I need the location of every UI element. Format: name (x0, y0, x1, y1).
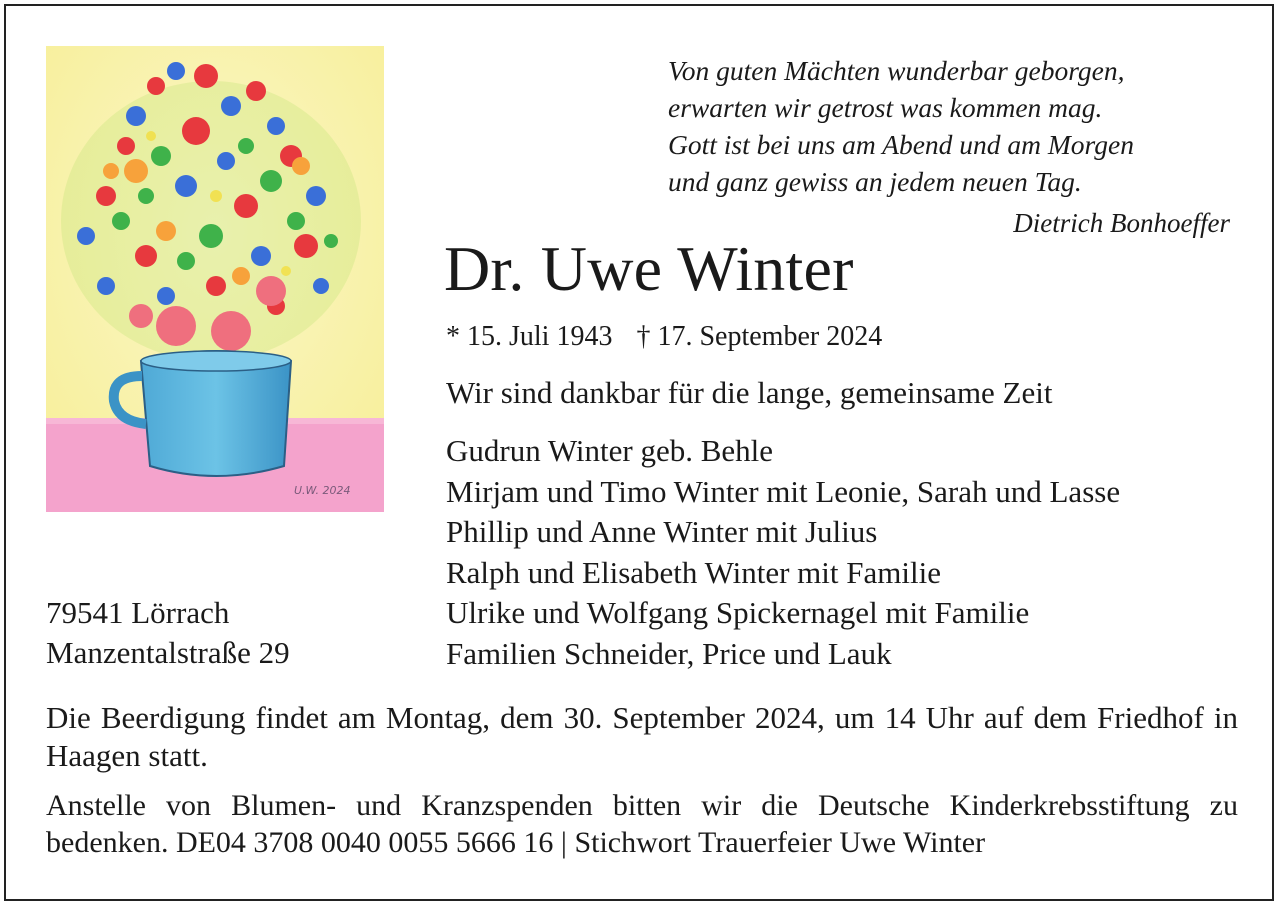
poem-line: erwarten wir getrost was kommen mag. (668, 92, 1103, 123)
mourner: Gudrun Winter geb. Behle (446, 433, 774, 468)
mourner: Ulrike und Wolfgang Spickernagel mit Familie (446, 595, 1030, 630)
painting-signature: U.W. 2024 (294, 484, 351, 497)
thanks-line: Wir sind dankbar für die lange, gemeinsame Zeit (446, 375, 1053, 410)
address (46, 593, 290, 673)
deceased-name: Dr. Uwe Winter (444, 233, 854, 304)
poem-line: Von guten Mächten wunderbar geborgen, (668, 55, 1125, 86)
flower-painting (46, 46, 384, 512)
life-dates (446, 321, 882, 353)
birth-date: * 15. Juli 1943 (446, 321, 613, 352)
poem-line: Gott ist bei uns am Abend und am Morgen (668, 129, 1134, 160)
poem-author: Dietrich Bonhoeffer (1013, 208, 1230, 238)
poem-line: und ganz gewiss an jedem neuen Tag. (668, 166, 1082, 197)
address-city: 79541 Lörrach (46, 595, 230, 630)
mourner: Familien Schneider, Price und Lauk (446, 635, 892, 671)
death-date: † 17. September 2024 (636, 321, 883, 352)
funeral-notice: Die Beerdigung findet am Montag, dem 30. September 2024, um 14 Uhr auf dem Friedhof in Haagen statt. (46, 700, 1238, 773)
donation-notice: Anstelle von Blumen- und Kranzspenden bitten wir die Deutsche Kinderkrebsstiftung zu bedenken. DE04 3708 0040 0055 5666 16 | Stichwort Trauerfeier Uwe Winter (46, 789, 1238, 859)
mourner: Ralph und Elisabeth Winter mit Familie (446, 554, 941, 590)
mourners-list (446, 431, 1120, 674)
poem (668, 52, 1248, 200)
address-street: Manzentalstraße 29 (46, 635, 290, 670)
mourner: Phillip und Anne Winter mit Julius (446, 514, 878, 549)
mourner: Mirjam und Timo Winter mit Leonie, Sarah und Lasse (446, 473, 1121, 509)
